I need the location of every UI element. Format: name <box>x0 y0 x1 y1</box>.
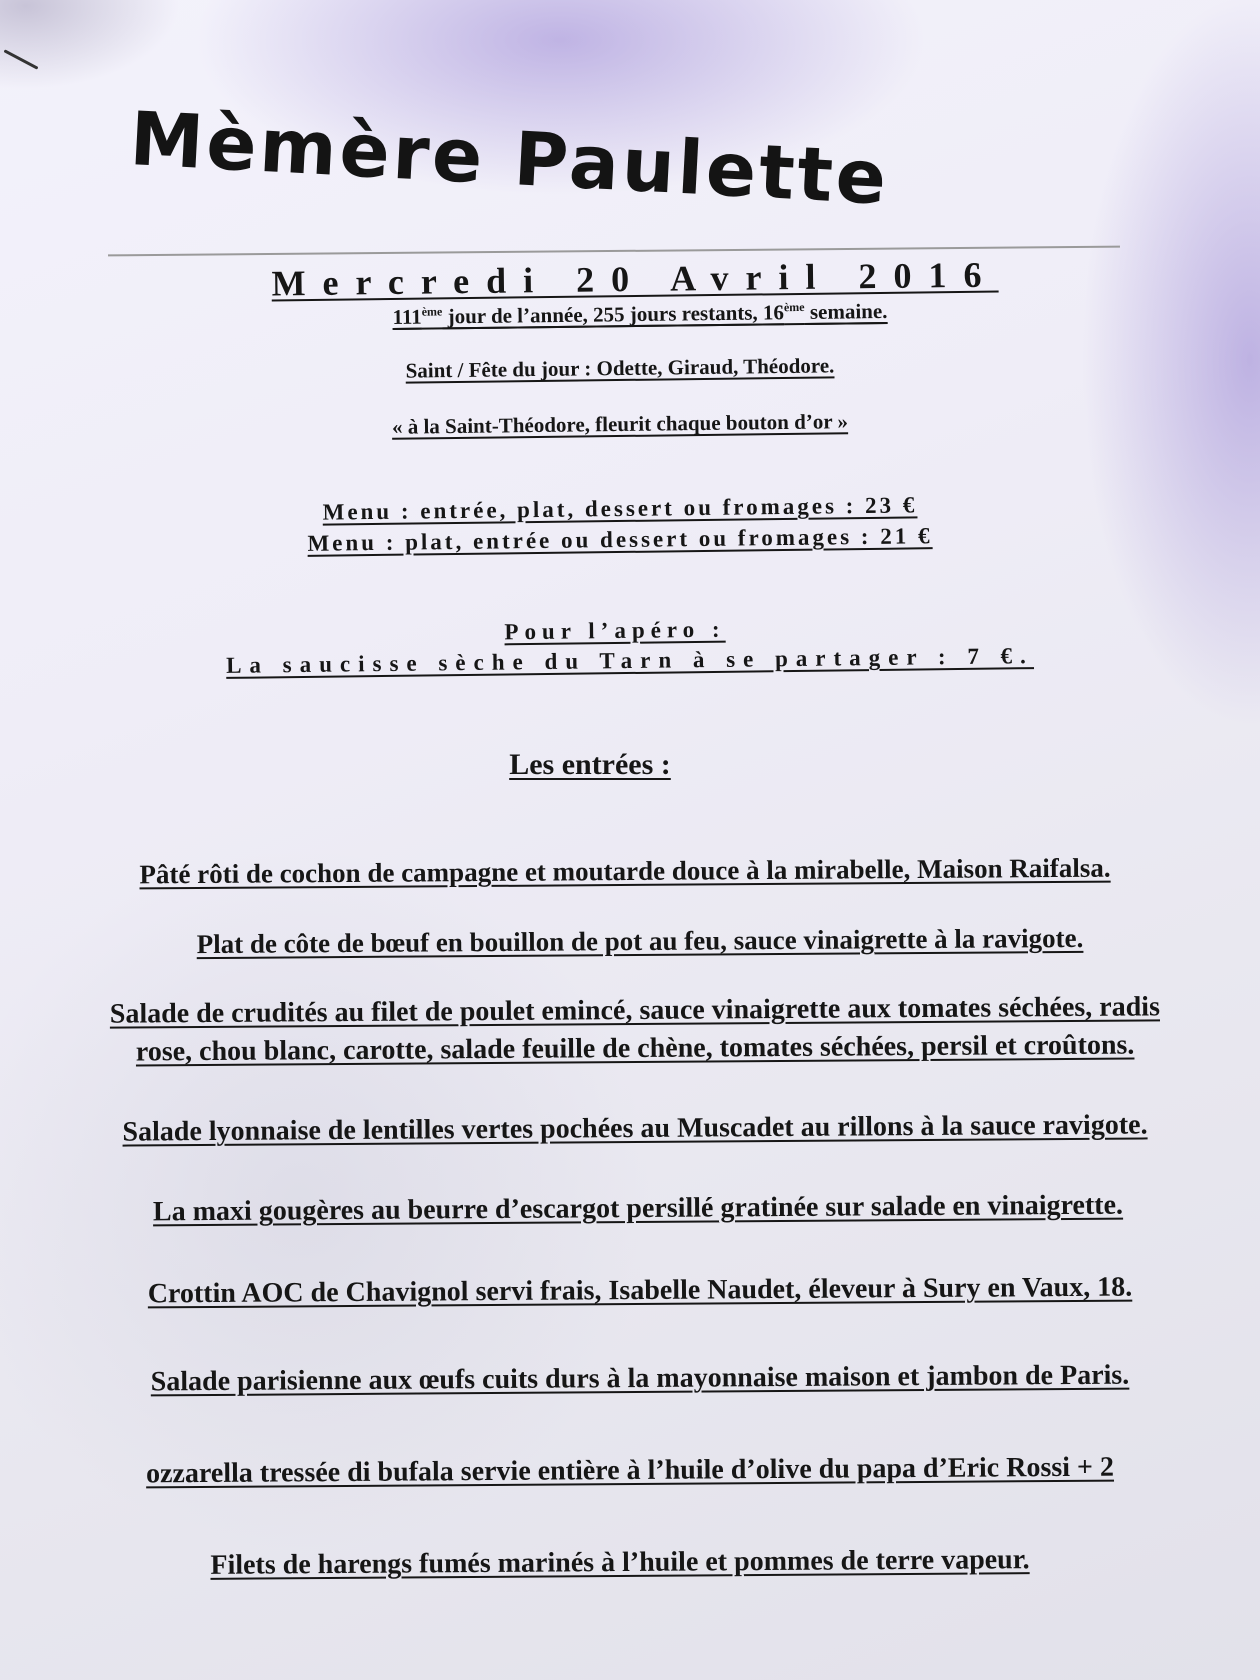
dish-text: Salade parisienne aux œufs cuits durs à la mayonnaise maison et jambon de Paris. <box>150 1359 1130 1398</box>
saint-of-day <box>0 348 1250 388</box>
dish-text: Salade de crudités au filet de poulet emincé, sauce vinaigrette aux tomates séchées, radis <box>109 991 1161 1030</box>
day-info-end: semaine. <box>804 298 888 324</box>
dish-text: rose, chou blanc, carotte, salade feuille de chène, tomates séchées, persil et croûtons. <box>135 1029 1135 1068</box>
menu-price-text: Menu : entrée, plat, dessert ou fromages : 23 € <box>322 492 918 525</box>
entrees-heading-text: Les entrées : <box>509 748 671 781</box>
week-suffix: ème <box>783 299 805 315</box>
dish-text: Salade lyonnaise de lentilles vertes pochées au Muscadet au rillons à la sauce ravigote. <box>122 1109 1148 1148</box>
proverb <box>0 404 1250 444</box>
apero-item-text: La saucisse sèche du Tarn à se partager : 7 €. <box>225 643 1035 678</box>
menu-price-text: Menu : plat, entrée ou dessert ou fromages : 21 € <box>307 523 933 556</box>
dish-item <box>10 1356 1260 1403</box>
dish-item <box>8 1186 1260 1233</box>
dish-item <box>5 988 1260 1073</box>
day-info-text <box>392 299 887 329</box>
dish-item <box>0 1540 1250 1587</box>
entrees-heading <box>0 748 1220 782</box>
dish-text: La maxi gougères au beurre d’escargot persillé gratinée sur salade en vinaigrette. <box>152 1189 1124 1228</box>
saint-text: Saint / Fête du jour : Odette, Giraud, Théodore. <box>405 353 835 383</box>
dish-text: Pâté rôti de cochon de campagne et moutarde douce à la mirabelle, Maison Raifalsa. <box>139 852 1111 890</box>
day-info-middle: jour de l’année, 255 jours restants, 16 <box>442 300 785 329</box>
dish-text: Filets de harengs fumés marinés à l’huile et pommes de terre vapeur. <box>210 1544 1030 1581</box>
dish-item <box>10 918 1260 965</box>
paper-corner-shadow <box>0 0 180 90</box>
menu-date-text: Mercredi 20 Avril 2016 <box>271 254 999 304</box>
dish-item <box>0 848 1255 895</box>
day-suffix: ème <box>421 304 443 319</box>
dish-text: Crottin AOC de Chavignol servi frais, Isabelle Naudet, éleveur à Sury en Vaux, 18. <box>147 1271 1133 1310</box>
dish-item <box>0 1448 1260 1495</box>
dish-item <box>5 1106 1260 1153</box>
restaurant-name: Mèmère Paulette <box>127 96 892 222</box>
apero-heading-text: Pour l’apéro : <box>504 616 726 645</box>
dish-text: ozzarella tressée di bufala servie entière à l’huile d’olive du papa d’Eric Rossi + 2 <box>145 1451 1115 1490</box>
dish-item <box>10 1268 1260 1315</box>
proverb-text: « à la Saint-Théodore, fleurit chaque bouton d’or » <box>391 409 849 439</box>
day-number: 111 <box>392 304 422 330</box>
dish-text: Plat de côte de bœuf en bouillon de pot au feu, sauce vinaigrette à la ravigote. <box>196 922 1084 960</box>
